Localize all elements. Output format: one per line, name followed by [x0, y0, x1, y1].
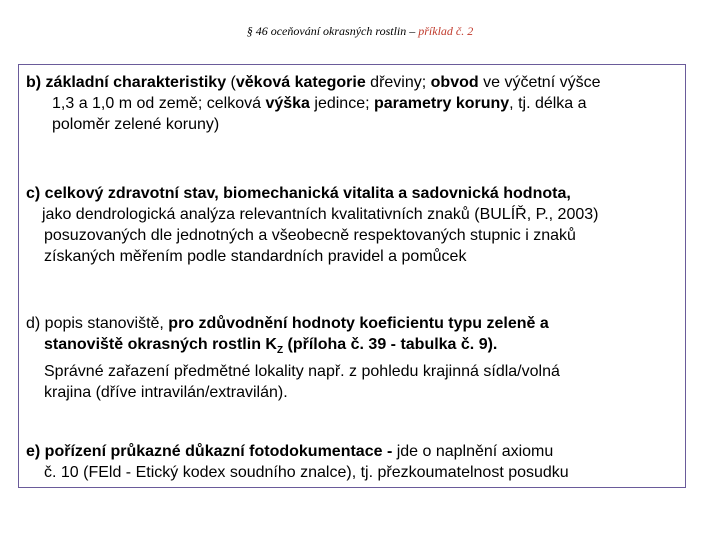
- title-example-number: příklad č. 2: [418, 24, 474, 38]
- section-e: [26, 441, 673, 483]
- content-box: [18, 64, 686, 488]
- section-b-text: ve výčetní výšce: [478, 74, 601, 91]
- section-e-line-2: č. 10 (FEld - Etický kodex soudního znalce), tj. přezkoumatelnost posudku: [44, 464, 569, 481]
- section-c-heading: c) celkový zdravotní stav, biomechanická vitalita a sadovnická hodnota,: [26, 185, 571, 202]
- section-d-line-2: [26, 334, 673, 361]
- section-d-line-4: krajina (dříve intravilán/extravilán).: [44, 384, 288, 402]
- section-e-heading: e) pořízení průkazné důkazní fotodokumentace -: [26, 443, 393, 460]
- section-c-line-4: získaných měřením podle standardních pravidel a pomůcek: [44, 248, 467, 265]
- section-b-heading: b) základní charakteristiky: [26, 74, 227, 91]
- section-c-line-3: posuzovaných dle jednotných a všeobecně respektovaných stupnic i znaků: [44, 227, 576, 244]
- section-b-line-3: poloměr zelené koruny): [52, 116, 220, 133]
- section-b: [26, 72, 673, 135]
- coefficient-subscript: Z: [276, 345, 284, 357]
- section-b-height: výška: [265, 95, 310, 112]
- section-c-line-2: jako dendrologická analýza relevantních kvalitativních znaků (BULÍŘ, P., 2003): [42, 206, 599, 223]
- section-b-text: 1,3 a 1,0 m od země; celková: [52, 95, 266, 112]
- section-d-bold-text: stanoviště okrasných rostlin K: [44, 336, 277, 353]
- slide-title: [0, 24, 720, 39]
- section-e-line-1: [26, 441, 673, 462]
- section-b-crown: parametry koruny: [374, 95, 510, 112]
- section-b-line-1: [26, 72, 673, 93]
- section-e-text: jde o naplnění axiomu: [392, 443, 554, 460]
- section-b-text: , tj. délka a: [509, 95, 587, 112]
- section-c: [26, 183, 673, 267]
- section-b-text: dřeviny;: [365, 74, 431, 91]
- section-b-text: (: [226, 74, 236, 91]
- section-b-age: věková kategorie: [235, 74, 366, 91]
- section-d: [26, 313, 673, 403]
- section-d-heading: d) popis stanoviště,: [26, 315, 169, 332]
- section-d-line-1: [26, 313, 673, 334]
- section-b-text: jedince;: [309, 95, 374, 112]
- section-c-line-1: [26, 183, 673, 204]
- section-b-girth: obvod: [430, 74, 479, 91]
- section-d-line-3: Správné zařazení předmětné lokality např. z pohledu krajinná sídla/volná: [44, 363, 560, 381]
- section-d-reference: (příloha č. 39 - tabulka č. 9).: [283, 336, 498, 353]
- title-main: § 46 oceňování okrasných rostlin –: [246, 24, 419, 38]
- section-b-line-2: [26, 93, 673, 114]
- section-d-bold-text: pro zdůvodnění hodnoty koeficientu typu zeleně a: [168, 315, 549, 332]
